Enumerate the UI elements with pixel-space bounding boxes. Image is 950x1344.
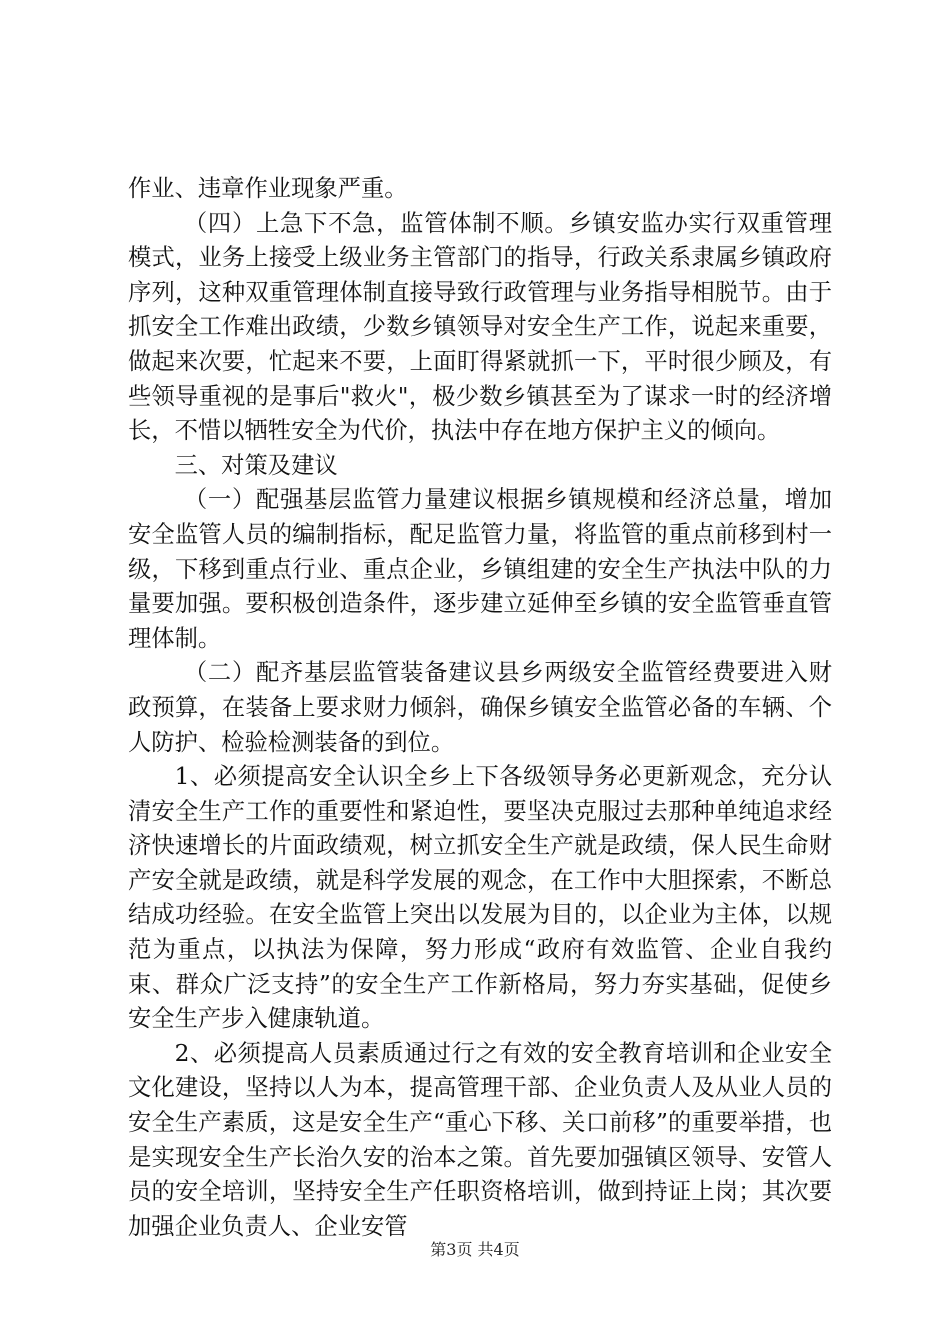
- paragraph-suggestion-two: （二）配齐基层监管装备建议县乡两级安全监管经费要进入财政预算，在装备上要求财力倾斜，确保乡镇安全监管必备的车辆、个人防护、检验检测装备的到位。: [128, 659, 832, 756]
- page-number-footer: 第3页 共4页: [430, 1240, 520, 1259]
- document-body: [128, 172, 832, 1244]
- section-heading-countermeasures: 三、对策及建议: [174, 451, 338, 479]
- paragraph-continuation: 作业、违章作业现象严重。: [128, 175, 408, 202]
- paragraph-suggestion-one: （一）配强基层监管力量建议根据乡镇规模和经济总量，增加安全监管人员的编制指标，配足监管力量，将监管的重点前移到村一级，下移到重点行业、重点企业，乡镇组建的安全生产执法中队的力量要加强。要积极创造条件，逐步建立延伸至乡镇的安全监管垂直管理体制。: [128, 486, 832, 652]
- paragraph-item-two: 2、必须提高人员素质通过行之有效的安全教育培训和企业安全文化建设，坚持以人为本，提高管理干部、企业负责人及从业人员的安全生产素质，这是安全生产“重心下移、关口前移”的重要举措，也是实现安全生产长治久安的治本之策。首先要加强镇区领导、安管人员的安全培训，坚持安全生产任职资格培训，做到持证上岗；其次要加强企业负责人、企业安管: [128, 1039, 832, 1240]
- paragraph-section-four: （四）上急下不急，监管体制不顺。乡镇安监办实行双重管理模式，业务上接受上级业务主管部门的指导，行政关系隶属乡镇政府序列，这种双重管理体制直接导致行政管理与业务指导相脱节。由于抓安全工作难出政绩，少数乡镇领导对安全生产工作，说起来重要，做起来次要，忙起来不要，上面盯得紧就抓一下，平时很少顾及，有些领导重视的是事后"救火"，极少数乡镇甚至为了谋求一时的经济增长，不惜以牺牲安全为代价，执法中存在地方保护主义的倾向。: [128, 209, 832, 445]
- paragraph-item-one: 1、必须提高安全认识全乡上下各级领导务必更新观念，充分认清安全生产工作的重要性和紧迫性，要坚决克服过去那种单纯追求经济快速增长的片面政绩观，树立抓安全生产就是政绩，保人民生命财产安全就是政绩，就是科学发展的观念，在工作中大胆探索，不断总结成功经验。在安全监管上突出以发展为目的，以企业为主体，以规范为重点，以执法为保障，努力形成“政府有效监管、企业自我约束、群众广泛支持”的安全生产工作新格局，努力夯实基础，促使乡安全生产步入健康轨道。: [128, 763, 832, 1033]
